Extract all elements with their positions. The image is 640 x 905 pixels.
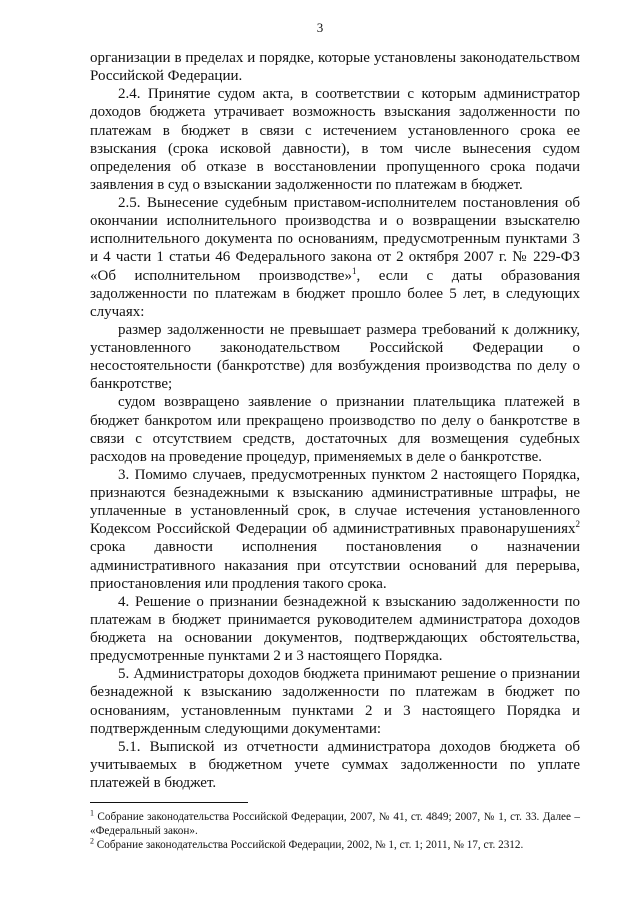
paragraph-text-continued: , если с даты образования задолженности по платежам в бюджет прошло более 5 лет, в следующих случаях: — [90, 267, 580, 320]
paragraph-5 — [90, 665, 580, 738]
paragraph-text: 3. Помимо случаев, предусмотренных пунктом 2 настоящего Порядка, признаются безнадежными к взысканию административные штрафы, не уплаченные в установленный срок, в случае истечения установленного Кодексом Российской Федерации об административных правонарушениях — [90, 466, 580, 538]
paragraph-3 — [90, 466, 580, 593]
footnote-divider — [90, 802, 248, 803]
document-body — [90, 49, 580, 792]
paragraph-text: организации в пределах и порядке, которые установлены законодательством Российской Федерации. — [90, 50, 580, 85]
footnote-text: Собрание законодательства Российской Федерации, 2002, № 1, ст. 1; 2011, № 17, ст. 2312. — [94, 839, 524, 851]
footnote-text: Собрание законодательства Российской Федерации, 2007, № 41, ст. 4849; 2007, № 1, ст. 33. Далее – «Федеральный закон». — [90, 811, 580, 837]
paragraph-case-2 — [90, 393, 580, 466]
paragraph-text: размер задолженности не превышает размера требований к должнику, установленного законодательством Российской Федерации о несостоятельности (банкротстве) для возбуждения производства по делу о банкротстве; — [90, 321, 580, 393]
paragraph-2-4 — [90, 85, 580, 194]
paragraph-text: 5.1. Выпиской из отчетности администратора доходов бюджета об учитываемых в бюджетном учете суммах задолженности по уплате платежей в бюджет. — [90, 738, 580, 791]
paragraph-text: 2.4. Принятие судом акта, в соответствии с которым администратор доходов бюджета утрачивает возможность взыскания задолженности по платежам в бюджет в связи с истечением установленного срока ее взыскания (срока исковой давности), в том числе вынесения судом определения об отказе в восстановлении пропущенного срока подачи заявления в суд о взыскании задолженности по платежам в бюджет. — [90, 86, 580, 193]
footnote-mark: 1 — [90, 808, 94, 818]
paragraph-2-5 — [90, 194, 580, 321]
paragraph-5-1 — [90, 738, 580, 792]
paragraph-4 — [90, 593, 580, 666]
footnote-reference: 1 — [351, 265, 357, 276]
footnote-mark: 2 — [90, 836, 94, 846]
footnote-1 — [90, 810, 580, 838]
paragraph-text: 4. Решение о признании безнадежной к взысканию задолженности по платежам в бюджет принимается руководителем администратора доходов бюджета на основании документов, подтверждающих обстоятельства, предусмотренные пунктами 2 и 3 настоящего Порядка. — [90, 593, 580, 665]
paragraph-text: 5. Администраторы доходов бюджета принимают решение о признании безнадежной к взысканию задолженности по платежам в бюджет по основаниям, установленным пунктами 2 и 3 настоящего Порядка и подтвержденным следующими документами: — [90, 666, 580, 737]
paragraph-text-continued: срока давности исполнения постановления о назначении административного наказания при отсутствии оснований для перерыва, приостановления или продления такого срока. — [90, 539, 580, 592]
paragraph-text: 2.5. Вынесение судебным приставом-исполнителем постановления об окончании исполнительного производства и о возвращении взыскателю исполнительного документа по основаниям, предусмотренным пунктами 3 и 4 части 1 статьи 46 Федерального закона от 2 октября 2007 г. № 229-ФЗ «Об исполнительном производстве» — [90, 195, 580, 284]
paragraph-case-1 — [90, 321, 580, 394]
page-number: 3 — [316, 20, 324, 35]
footnote-reference: 2 — [575, 519, 580, 530]
paragraph-text: судом возвращено заявление о признании плательщика платежей в бюджет банкротом или прекращено производство по делу о банкротстве в связи с отсутствием средств, достаточных для возмещения судебных расходов на проведение процедур, применяемых в деле о банкротстве. — [90, 394, 580, 465]
footnotes — [90, 810, 580, 852]
footnote-2 — [90, 838, 580, 852]
paragraph — [90, 49, 580, 85]
